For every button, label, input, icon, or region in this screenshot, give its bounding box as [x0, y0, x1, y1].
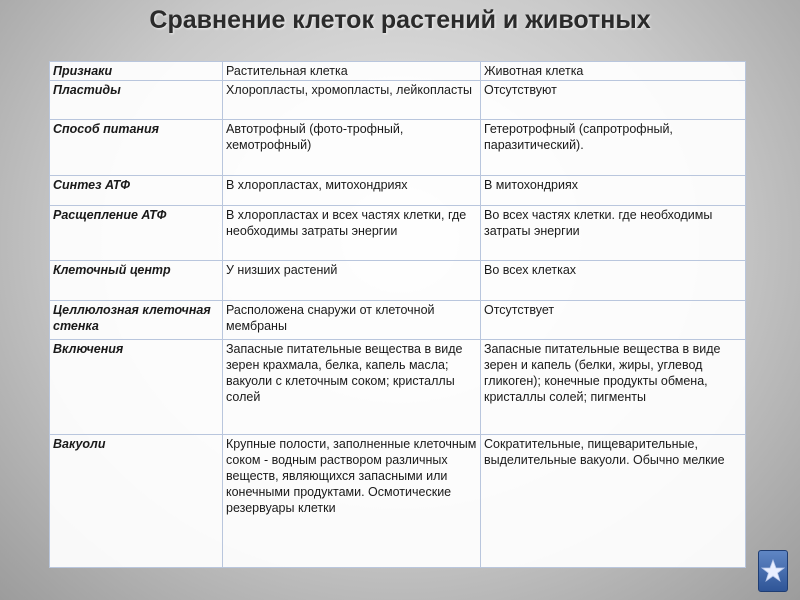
row-animal: Запасные питательные вещества в виде зерен и капель (белки, жиры, углевод гликоген); конечные продукты обмена, кристаллы солей; пигменты — [481, 340, 746, 435]
row-feature: Вакуоли — [50, 435, 223, 568]
row-feature: Синтез АТФ — [50, 176, 223, 206]
header-features: Признаки — [50, 62, 223, 81]
table-row — [50, 176, 746, 206]
table-header-row — [50, 62, 746, 81]
row-plant: Автотрофный (фото-трофный, хемотрофный) — [223, 120, 481, 176]
row-plant: В хлоропластах, митохондриях — [223, 176, 481, 206]
table-row — [50, 81, 746, 120]
table-row — [50, 301, 746, 340]
row-animal: Отсутствует — [481, 301, 746, 340]
row-animal: Во всех клетках — [481, 261, 746, 301]
row-plant: У низших растений — [223, 261, 481, 301]
table-row — [50, 120, 746, 176]
table-row — [50, 340, 746, 435]
table-row — [50, 435, 746, 568]
slide-title: Сравнение клеток растений и животных — [149, 6, 651, 34]
star-icon — [761, 559, 785, 583]
row-animal: Во всех частях клетки. где необходимы затраты энергии — [481, 206, 746, 261]
row-plant: Расположена снаружи от клеточной мембраны — [223, 301, 481, 340]
comparison-table — [49, 61, 746, 568]
row-plant: Запасные питательные вещества в виде зерен крахмала, белка, капель масла; вакуоли с клеточным соком; кристаллы солей — [223, 340, 481, 435]
header-plant-cell: Растительная клетка — [223, 62, 481, 81]
row-animal: Гетеротрофный (сапротрофный, паразитический). — [481, 120, 746, 176]
row-feature: Целлюлозная клеточная стенка — [50, 301, 223, 340]
table-row — [50, 261, 746, 301]
next-slide-button[interactable] — [758, 550, 788, 592]
row-feature: Включения — [50, 340, 223, 435]
header-animal-cell: Животная клетка — [481, 62, 746, 81]
row-feature: Расщепление АТФ — [50, 206, 223, 261]
row-plant: В хлоропластах и всех частях клетки, где необходимы затраты энергии — [223, 206, 481, 261]
row-plant: Крупные полости, заполненные клеточным соком - водным раствором различных веществ, являющихся запасными или конечными продуктами. Осмотические резервуары клетки — [223, 435, 481, 568]
row-animal: Отсутствуют — [481, 81, 746, 120]
row-feature: Пластиды — [50, 81, 223, 120]
row-animal: В митохондриях — [481, 176, 746, 206]
row-plant: Хлоропласты, хромопласты, лейкопласты — [223, 81, 481, 120]
row-feature: Способ питания — [50, 120, 223, 176]
table-row — [50, 206, 746, 261]
row-feature: Клеточный центр — [50, 261, 223, 301]
row-animal: Сократительные, пищеварительные, выделительные вакуоли. Обычно мелкие — [481, 435, 746, 568]
